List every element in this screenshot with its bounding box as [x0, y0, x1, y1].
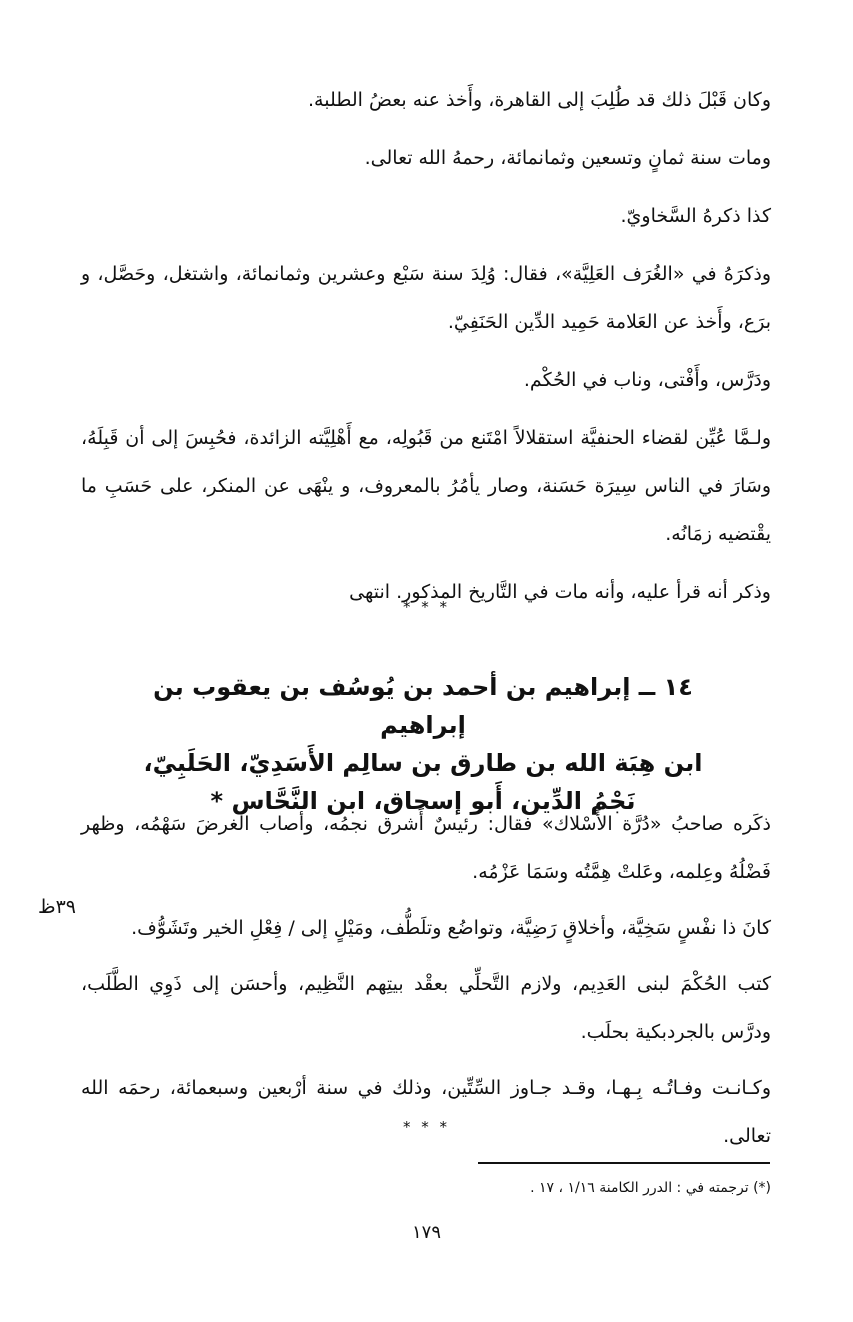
- section-separator-2: * * *: [402, 1118, 451, 1136]
- footnote-divider: [478, 1162, 770, 1164]
- entry-heading-line-1: ١٤ ــ إبراهيم بن أحمد بن يُوسُف بن يعقوب بن إبراهيم: [153, 673, 693, 739]
- paragraph-2: ومات سنة ثمانٍ وتسعين وثمانمائة، رحمهُ الله تعالى.: [364, 147, 771, 169]
- entry-heading-line-3: نَجْمُ الدِّين، أَبو إسحاق، ابن النَّحَّاس *: [210, 787, 636, 815]
- top-text-block: [81, 76, 771, 616]
- page-number: ١٧٩: [411, 1222, 441, 1243]
- paragraph-3: كذا ذكرهُ السَّخاويّ.: [620, 205, 771, 227]
- entry-paragraph-1: ذكَره صاحبُ «دُرَّة الأَسْلاك» فقال: رئيسٌ أَشرق نجمُه، وأصاب الغرضَ سَهْمُه، وظهر فَضْلُهُ وعِلمه، وعَلتْ هِمَّتُه وسَمَا عَزْمُه.: [81, 813, 771, 883]
- folio-margin-note: ٣٩ظ: [38, 896, 76, 918]
- paragraph-7: وذكر أنه قرأ عليه، وأنه مات في التَّاريخ المذكور. انتهى: [349, 581, 771, 603]
- paragraph-1: وكان قَبْلَ ذلك قد طُلِبَ إلى القاهرة، وأَخذ عنه بعضُ الطلبة.: [308, 89, 771, 111]
- paragraph-4: وذكرَهُ في «الغُرَف العَلِيَّة»، فقال: وُلِدَ سنة سَبْع وعشرين وثمانمائة، واشتغل، وحَصَّل، و برَع، وأَخذ عن العَلامة حَمِيد الدِّين الحَنَفِيّ.: [81, 263, 771, 333]
- entry-paragraph-2: كانَ ذا نفْسٍ سَخِيَّة، وأخلاقٍ رَضِيَّة، وتواضُع وتلَطُّف، ومَيْلٍ إلى / فِعْلِ الخير وتَشَوُّف.: [131, 917, 771, 939]
- section-separator: * * *: [402, 598, 451, 616]
- entry-heading: [143, 668, 703, 820]
- entry-text-block: [81, 800, 771, 1160]
- paragraph-6: ولـمَّا عُيِّن لقضاء الحنفيَّة استقلالاً امْتَنع من قَبُولِه، مع أَهْلِيَّته الزائدة، فحُبِسَ إلى أن قَبِلَهُ، وسَارَ في الناس سِيرَة حَسَنة، وصار يأمُرُ بالمعروف، و ينْهَى عن المنكر، على حَسَبِ ما يقْتضيه زمَانُه.: [81, 427, 771, 545]
- entry-paragraph-4: وكـانـت وفـاتُـه بِـهـا، وقـد جـاوز السِّتِّين، وذلك في سنة أرْبعين وسبعمائة، رحمَه الله تعالى.: [81, 1077, 771, 1147]
- footnote: (*) ترجمته في : الدرر الكامنة ١/١٦ ، ١٧ .: [530, 1180, 771, 1196]
- entry-paragraph-3: كتب الحُكْمَ لبنى العَدِيم، ولازم التَّحلِّي بعقْد بيتِهم النَّظِيم، وأحسَن إلى ذَوِي الطَّلَب، ودرَّس بالجردبكية بحلَب.: [81, 973, 771, 1043]
- entry-heading-line-2: ابن هِبَة الله بن طارق بن سالِم الأَسَدِيّ، الحَلَبِيّ،: [143, 749, 703, 777]
- paragraph-5: ودَرَّس، وأَفْتى، وناب في الحُكْم.: [523, 369, 771, 391]
